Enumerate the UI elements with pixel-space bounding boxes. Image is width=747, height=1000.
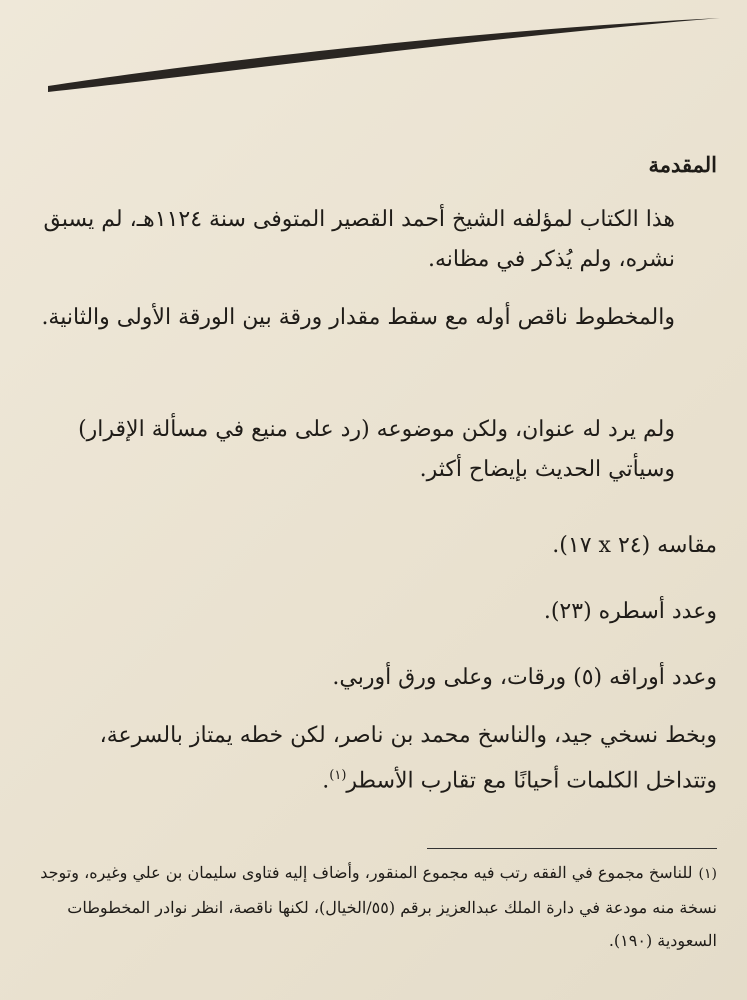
footnote-marker[interactable]: (١) (329, 768, 347, 783)
header-swash-rule (0, 0, 747, 110)
paragraph-dimensions: مقاسه (٢٤ x ١٧). (552, 533, 717, 558)
paragraph-manuscript-state: والمخطوط ناقص أوله مع سقط مقدار ورقة بين الورقة الأولى والثانية. (41, 305, 675, 330)
paragraph-folio-count: وعدد أوراقه (٥) ورقات، وعلى ورق أوربي. (332, 665, 717, 690)
paragraph-script-copyist: وبخط نسخي جيد، والناسخ محمد بن ناصر، لكن خطه يمتاز بالسرعة، وتتداخل الكلمات أحيانًا مع تقارب الأسطر$^{(١)}$. (99, 723, 717, 794)
paragraph-intro: هذا الكتاب لمؤلفه الشيخ أحمد القصير المتوفى سنة ١١٢٤هـ، لم يسبق نشره، ولم يُذكر في مظانه. (43, 207, 675, 272)
paragraph-script-text: وبخط نسخي جيد، والناسخ محمد بن ناصر، لكن خطه يمتاز بالسرعة، وتتداخل الكلمات أحيانًا مع تقارب الأسطر (99, 723, 717, 794)
footnote-text: للناسخ مجموع في الفقه رتب فيه مجموع المنقور، وأضاف إليه فتاوى سليمان بن علي وغيره، وتوجد نسخة منه مودعة في دارة الملك عبدالعزيز برقم (٥٥/الخيال)، لكنها ناقصة، انظر نوادر المخطوطات السعودية (١٩٠). (40, 863, 717, 950)
paragraph-line-count: وعدد أسطره (٢٣). (543, 599, 717, 624)
footnote-divider (427, 848, 717, 849)
footnote (40, 856, 717, 957)
section-heading: المقدمة (648, 152, 717, 177)
footnote-number: (١) (698, 866, 717, 882)
paragraph-subject: ولم يرد له عنوان، ولكن موضوعه (رد على منيع في مسألة الإقرار) وسيأتي الحديث بإيضاح أكثر. (78, 417, 675, 482)
